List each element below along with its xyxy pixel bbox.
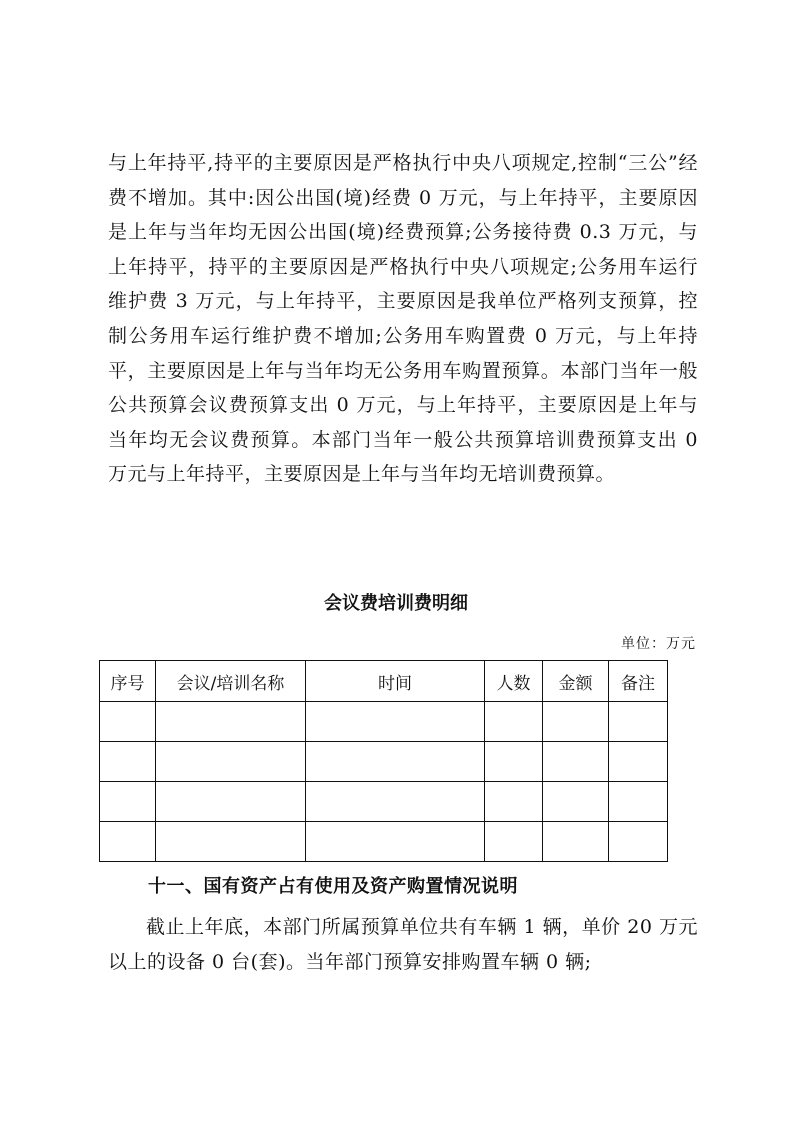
table-cell	[543, 822, 609, 862]
table-row	[100, 822, 668, 862]
table-cell	[100, 822, 156, 862]
table-cell	[306, 742, 485, 782]
table-cell	[156, 822, 306, 862]
table-header-row	[100, 661, 668, 702]
table-cell	[306, 782, 485, 822]
header-amount: 金额	[543, 661, 609, 702]
table-cell	[609, 742, 668, 782]
table-cell	[543, 782, 609, 822]
table-cell	[609, 782, 668, 822]
section-heading-assets: 十一、国有资产占有使用及资产购置情况说明	[148, 876, 518, 897]
meeting-training-table-title: 会议费培训费明细	[324, 593, 468, 614]
header-name: 会议/培训名称	[156, 661, 306, 702]
header-remark: 备注	[609, 661, 668, 702]
table-cell	[156, 702, 306, 742]
table-cell	[485, 702, 543, 742]
table-row	[100, 782, 668, 822]
table-cell	[156, 782, 306, 822]
header-time: 时间	[306, 661, 485, 702]
table-cell	[543, 702, 609, 742]
table-cell	[609, 702, 668, 742]
table-cell	[306, 702, 485, 742]
table-cell	[609, 822, 668, 862]
table-cell	[156, 742, 306, 782]
table-cell	[485, 742, 543, 782]
table-cell	[485, 822, 543, 862]
meeting-training-expense-table	[99, 660, 668, 862]
table-row	[100, 702, 668, 742]
header-people: 人数	[485, 661, 543, 702]
table-cell	[485, 782, 543, 822]
table-cell	[543, 742, 609, 782]
table-cell	[100, 782, 156, 822]
expense-explanation-paragraph: 与上年持平,持平的主要原因是严格执行中央八项规定,控制“三公”经费不增加。其中:因公出国(境)经费 0 万元，与上年持平，主要原因是上年与当年均无因公出国(境)经费预算;公务接待费 0.3 万元，与上年持平，持平的主要原因是严格执行中央八项规定;公务用车运行维护费 3 万元，与上年持平，主要原因是我单位严格列支预算，控制公务用车运行维护费不增加;公务用车购置费 0 万元，与上年持平，主要原因是上年与当年均无公务用车购置预算。本部门当年一般公共预算会议费预算支出 0 万元，与上年持平，主要原因是上年与当年均无会议费预算。本部门当年一般公共预算培训费预算支出 0 万元与上年持平，主要原因是上年与当年均无培训费预算。	[108, 152, 698, 486]
table-cell	[306, 822, 485, 862]
table-cell	[100, 742, 156, 782]
table-cell	[100, 702, 156, 742]
asset-explanation-paragraph: 截止上年底，本部门所属预算单位共有车辆 1 辆，单价 20 万元以上的设备 0 台(套)。当年部门预算安排购置车辆 0 辆;	[108, 916, 698, 973]
unit-label: 单位：万元	[621, 636, 696, 652]
table-row	[100, 742, 668, 782]
header-seq: 序号	[100, 661, 156, 702]
